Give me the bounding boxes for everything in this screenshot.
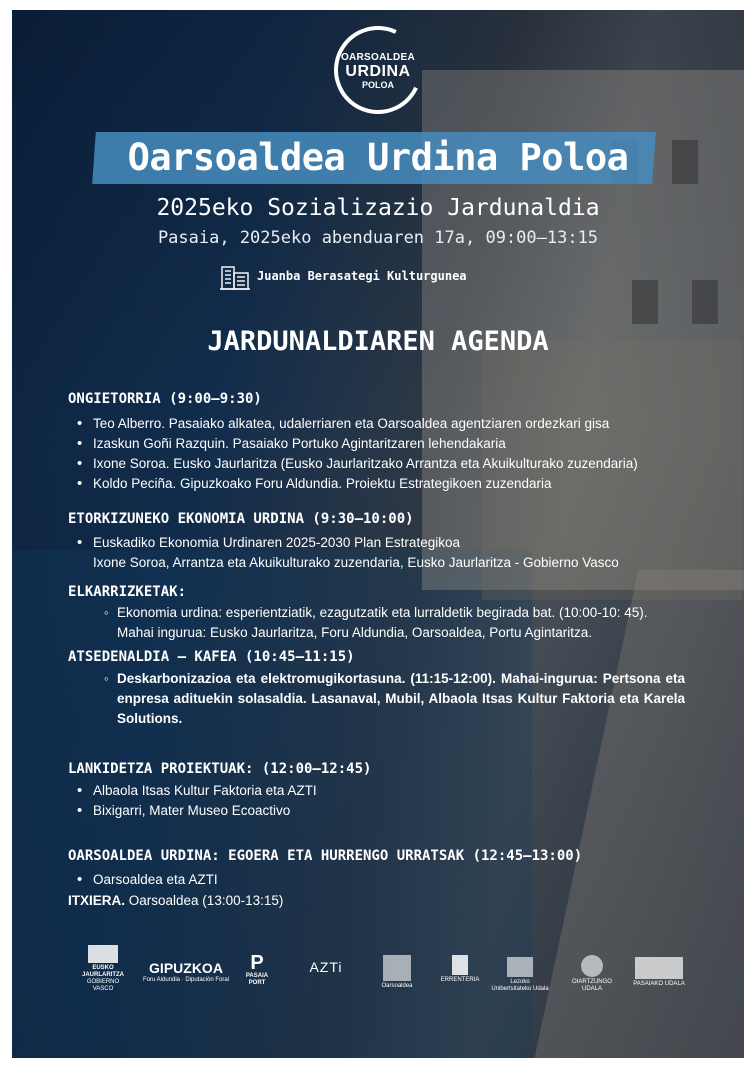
lezo-logo: Lezoko Unibertsitateko Udala — [490, 945, 550, 991]
list-item: • Oarsoaldea eta AZTI — [68, 870, 218, 890]
list-item: • Izaskun Goñi Razquin. Pasaiako Portuko Agintaritzaren lehendakaria — [68, 434, 638, 454]
venue — [219, 260, 467, 292]
talks-list — [68, 603, 648, 643]
section-heading-break: ATSEDENALDIA – KAFEA (10:45–11:15) — [68, 649, 355, 665]
list-item — [68, 533, 619, 573]
list-item: • Koldo Peciña. Gipuzkoako Foru Aldundia. Proiektu Estrategikoen zuzendaria — [68, 474, 638, 494]
agenda-title: JARDUNALDIAREN AGENDA — [207, 326, 549, 357]
venue-name: Juanba Berasategi Kulturgunea — [257, 269, 467, 283]
oarsoaldea-logo: Oarsoaldea — [376, 945, 418, 991]
logo-line-2: URDINA — [345, 63, 411, 80]
list-item: • Ixone Soroa. Eusko Jaurlaritza (Eusko Jaurlaritzako Arrantza eta Akuikulturako zuzendaria) — [68, 454, 638, 474]
logo-line-1: OARSOALDEA — [340, 52, 416, 63]
list-item — [68, 603, 648, 643]
economy-list — [68, 533, 619, 573]
section-heading-economy: ETORKIZUNEKO EKONOMIA URDINA (9:30–10:00) — [68, 511, 414, 527]
eusko-jaurlaritza-logo: EUSKO JAURLARITZA GOBIERNO VASCO — [78, 945, 128, 991]
closing — [68, 893, 283, 908]
list-item: • Bixigarri, Mater Museo Ecoactivo — [68, 801, 317, 821]
azti-logo: AZTi — [309, 959, 343, 975]
gipuzkoa-logo: GIPUZKOA Foru Aldundia · Diputación Foral — [142, 960, 230, 983]
break-list — [68, 669, 685, 729]
closing-label: ITXIERA. — [68, 893, 126, 908]
closing-text: Oarsoaldea (13:00-13:15) — [125, 893, 284, 908]
oiartzun-logo: OIARTZUNGO UDALA — [570, 945, 614, 991]
logo-line-3: POLOA — [361, 80, 394, 90]
background-window — [632, 280, 658, 324]
pasaiako-logo: PASAIAKO UDALA — [632, 945, 686, 991]
section-heading-opening: ONGIETORRIA (9:00–9:30) — [68, 391, 262, 407]
list-item: • Teo Alberro. Pasaiako alkatea, udalerriaren eta Oarsoaldea agentziaren ordezkari gisa — [68, 414, 638, 434]
talks-line-2: Mahai ingurua: Eusko Jaurlaritza, Foru Aldundia, Oarsoaldea, Portu Agintaritza. — [117, 625, 593, 640]
break-text: ◦ Deskarbonizazioa eta elektromugikortasuna. (11:15-12:00). Mahai-ingurua: Pertsona eta enpresa adituekin solasaldia. Lasanaval, Mubil, Albaola Itsas Kultur Faktoria eta Karela Solutions. — [117, 671, 685, 726]
logo — [334, 26, 422, 114]
section-heading-status: OARSOALDEA URDINA: EGOERA ETA HURRENGO URRATSAK (12:45–13:00) — [68, 848, 583, 864]
status-list — [68, 870, 218, 890]
talks-line-1: ◦ Ekonomia urdina: esperientziatik, ezagutzatik eta lurraldetik begirada bat. (10:00-10: 45). — [117, 605, 648, 620]
section-heading-projects: LANKIDETZA PROIEKTUAK: (12:00–12:45) — [68, 761, 372, 777]
building-icon — [219, 261, 251, 291]
background-window — [692, 280, 718, 324]
economy-line-2: Ixone Soroa, Arrantza eta Akuikulturako zuzendaria, Eusko Jaurlaritza - Gobierno Vasco — [93, 555, 619, 570]
projects-list — [68, 781, 317, 821]
sponsor-logos — [72, 945, 692, 995]
section-heading-talks: ELKARRIZKETAK: — [68, 584, 187, 600]
errenteria-logo: ERRENTERIA — [440, 945, 480, 991]
opening-list — [68, 414, 638, 494]
page-title: Oarsoaldea Urdina Poloa — [127, 136, 629, 179]
list-item — [68, 669, 685, 729]
pasaia-port-logo: P PASAIA PORT — [245, 952, 269, 986]
page-subtitle: 2025eko Sozializazio Jardunaldia — [156, 195, 600, 221]
poster — [12, 10, 744, 1058]
economy-line-1: • Euskadiko Ekonomia Urdinaren 2025-2030 Plan Estrategikoa — [93, 535, 460, 550]
event-date: Pasaia, 2025eko abenduaren 17a, 09:00–13:15 — [157, 228, 599, 248]
list-item: • Albaola Itsas Kultur Faktoria eta AZTI — [68, 781, 317, 801]
